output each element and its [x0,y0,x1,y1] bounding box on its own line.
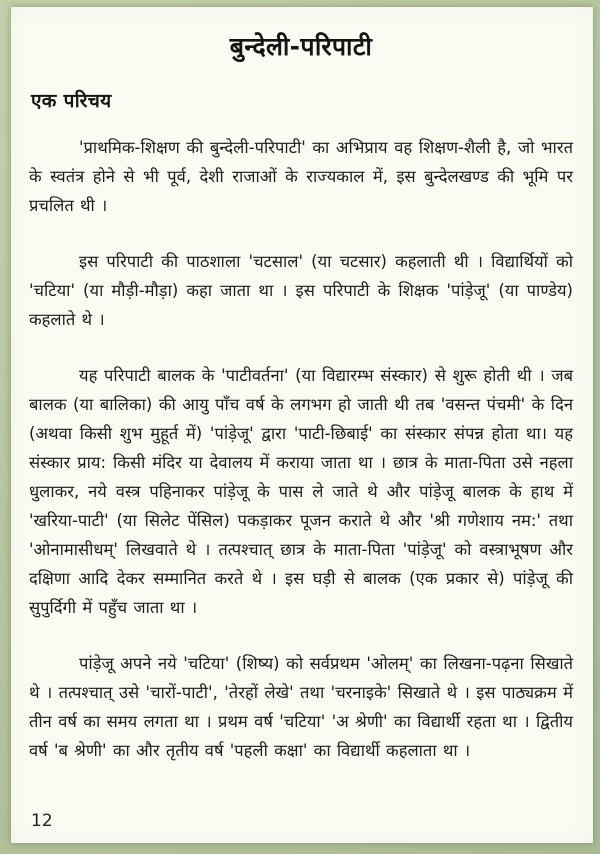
paragraph-pathshala: इस परिपाटी की पाठशाला 'चटसाल' (या चटसार) कहलाती थी । विद्यार्थियों को 'चटिया' (या मौड़ी-मौड़ा) कहा जाता था । इस परिपाटी के शिक्षक 'पांड़ेजू' (या पाण्डेय) कहलाते थे । [29,252,573,329]
document-page [11,7,593,843]
paragraph-sanskar: यह परिपाटी बालक के 'पाटीवर्तना' (या विद्यारम्भ संस्कार) से शुरू होती थी । जब बालक (या बालिका) की आयु पाँच वर्ष के लगभग हो जाती थी तब 'वसन्त पंचमी' के दिन (अथवा किसी शुभ मुहूर्त में) 'पांड़ेजू' द्वारा 'पाटी-छिबाई' का संस्कार संपन्न होता था। यह संस्कार प्राय: किसी मंदिर या देवालय में कराया जाता था । छात्र के माता-पिता उसे नहला धुलाकर, नये वस्त्र पहिनाकर पांड़ेजू के पास ले जाते थे और पांड़ेजू बालक के हाथ में 'खरिया-पाटी' (या सिलेट पेंसिल) पकड़ाकर पूजन कराते थे और 'श्री गणेशाय नम:' तथा 'ओनामासीधम्' लिखवाते थे । तत्पश्चात् छात्र के माता-पिता 'पांड़ेजू' को वस्त्राभूषण और दक्षिणा आदि देकर सम्मानित करते थे । इस घड़ी से बालक (एक प्रकार से) पांड़ेजू की सुपुर्दिगी में पहुँच जाता था । [29,366,573,617]
page-title: बुन्देली-परिपाटी [229,32,373,61]
section-heading: एक परिचय [31,90,112,112]
paragraph-pathyakram: पांड़ेजू अपने नये 'चटिया' (शिष्य) को सर्वप्रथम 'ओलम्' का लिखना-पढ़ना सिखाते थे । तत्पश्चात् उसे 'चारों-पाटी', 'तेरहों लेखे' तथा 'चरनाइके' सिखाते थे । इस पाठ्यक्रम में तीन वर्ष का समय लगता था । प्रथम वर्ष 'चटिया' 'अ श्रेणी' का विद्यार्थी रहता था । द्वितीय वर्ष 'ब श्रेणी' का और तृतीय वर्ष 'पहली कक्षा' का विद्यार्थी कहलाता था । [29,654,573,760]
page-number: 12 [31,811,53,831]
paragraph-intro: 'प्राथमिक-शिक्षण की बुन्देली-परिपाटी' का अभिप्राय वह शिक्षण-शैली है, जो भारत के स्वतंत्र होने से भी पूर्व, देशी राजाओं के राज्यकाल में, इस बुन्देलखण्ड की भूमि पर प्रचलित थी । [29,138,573,215]
